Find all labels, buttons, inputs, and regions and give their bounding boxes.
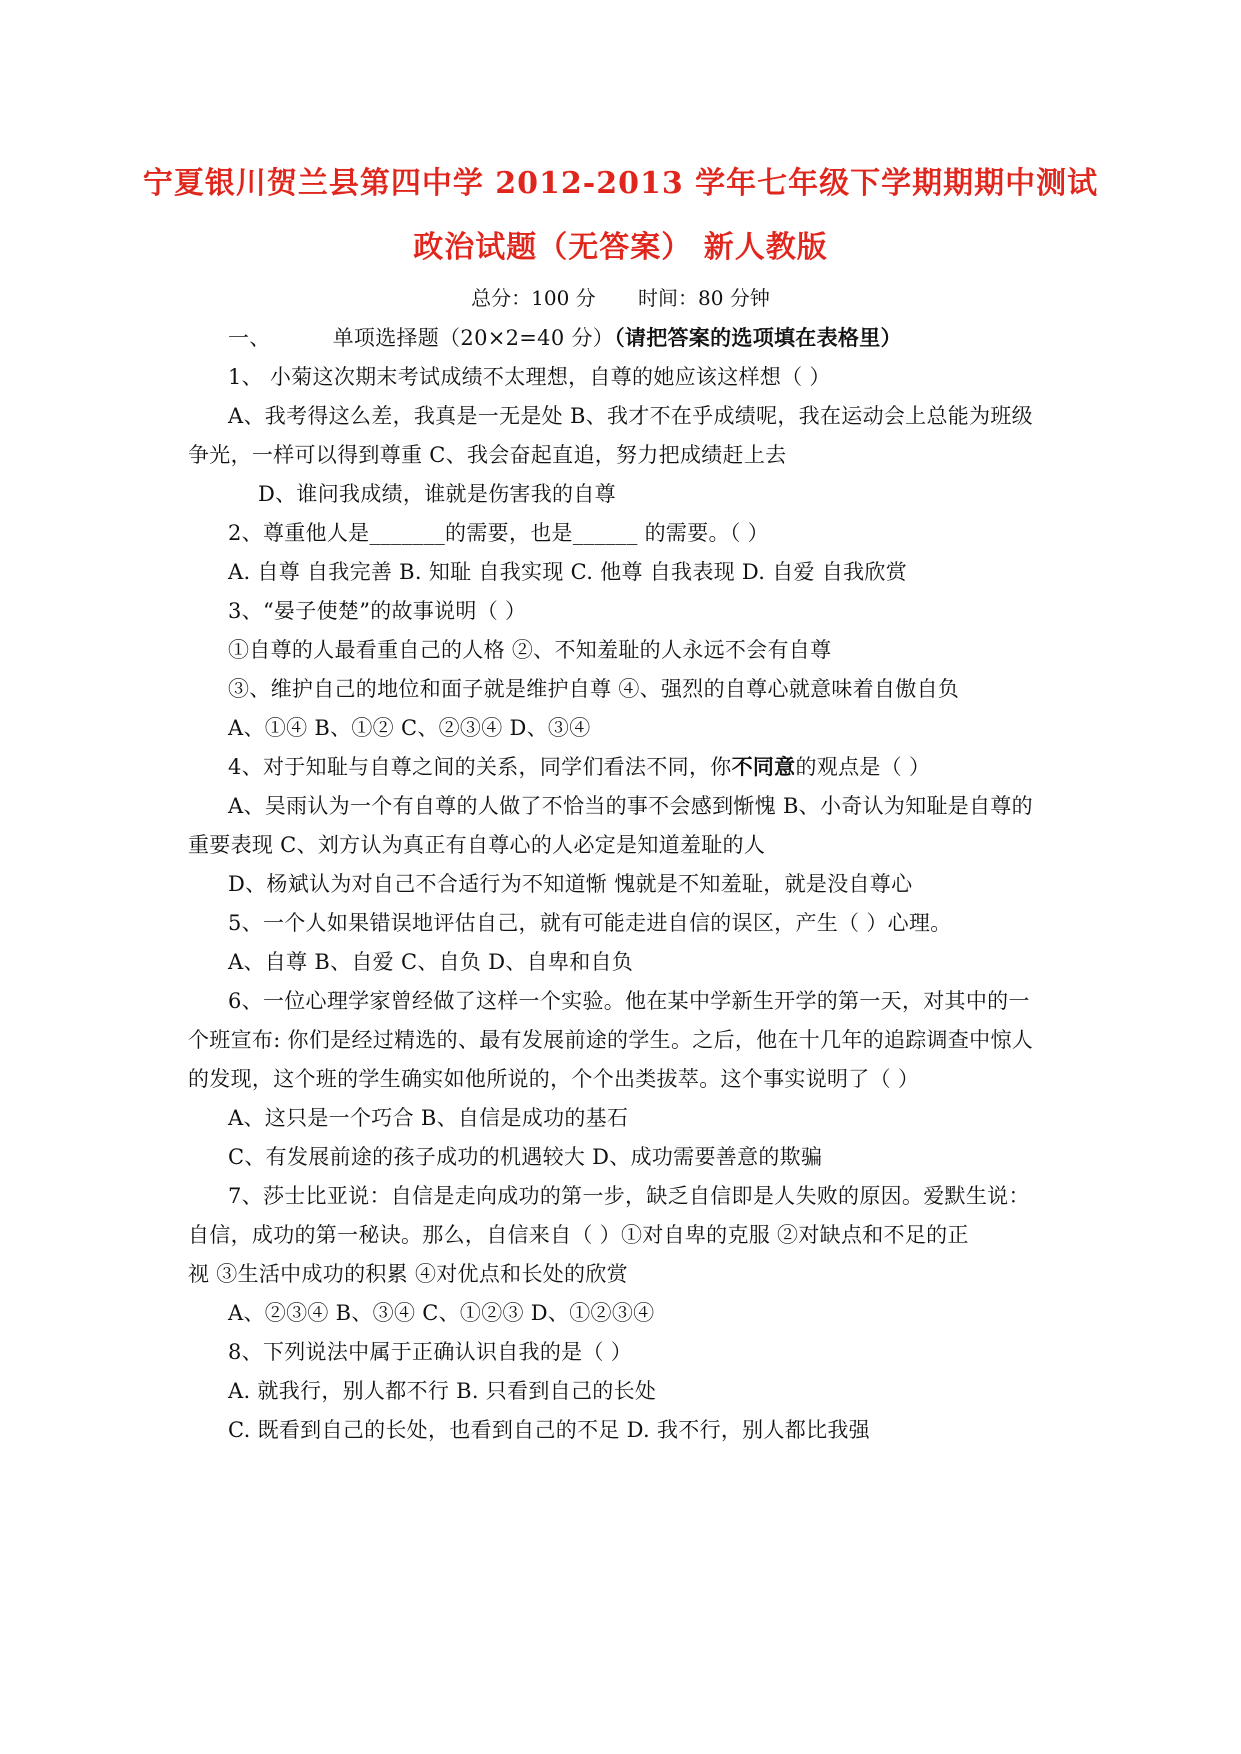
q1-options-line-3: D、谁问我成绩，谁就是伤害我的自尊	[258, 482, 616, 506]
q8-stem: 8、下列说法中属于正确认识自我的是（ ）	[228, 1340, 633, 1364]
q1-options-line-2: 争光，一样可以得到尊重 C、我会奋起直追，努力把成绩赶上去	[188, 443, 787, 467]
q6-options-line-2: C、有发展前途的孩子成功的机遇较大 D、成功需要善意的欺骗	[228, 1145, 823, 1169]
q3-statements-2: ③、维护自己的地位和面子就是维护自尊 ④、强烈的自尊心就意味着自傲自负	[228, 677, 960, 701]
q6-line-3: 的发现，这个班的学生确实如他所说的，个个出类拔萃。这个事实说明了（ ）	[188, 1067, 920, 1091]
q7-line-2: 自信，成功的第一秘诀。那么，自信来自（ ）①对自卑的克服 ②对缺点和不足的正	[188, 1223, 969, 1247]
section-instruction: （请把答案的选项填在表格里）	[614, 325, 902, 350]
q4-options-line-2: 重要表现 C、刘方认为真正有自尊心的人必定是知道羞耻的人	[188, 833, 766, 857]
q7-options: A、②③④ B、③④ C、①②③ D、①②③④	[228, 1301, 655, 1325]
total-score: 总分：100 分	[471, 286, 596, 310]
section-title: 单项选择题（20×2=40 分）	[332, 326, 615, 350]
q4-options-line-1: A、吴雨认为一个有自尊的人做了不恰当的事不会感到惭愧 B、小奇认为知耻是自尊的	[228, 794, 1033, 818]
q4-stem-pre: 4、对于知耻与自尊之间的关系，同学们看法不同，你	[228, 755, 732, 779]
q6-options-line-1: A、这只是一个巧合 B、自信是成功的基石	[228, 1106, 629, 1130]
title-line-1: 宁夏银川贺兰县第四中学 2012-2013 学年七年级下学期期期中测试	[142, 166, 1099, 201]
q4-stem-bold: 不同意	[731, 754, 796, 779]
q2-options: A. 自尊 自我完善 B. 知耻 自我实现 C. 他尊 自我表现 D. 自爱 自我欣赏	[228, 560, 908, 584]
q5-stem: 5、一个人如果错误地评估自己，就有可能走进自信的误区，产生（ ）心理。	[228, 911, 952, 935]
q8-options-line-1: A. 就我行，别人都不行 B. 只看到自己的长处	[228, 1379, 657, 1403]
title-line-2: 政治试题（无答案） 新人教版	[413, 230, 828, 265]
q4-stem	[228, 751, 930, 781]
q3-options: A、①④ B、①② C、②③④ D、③④	[228, 716, 591, 740]
exam-info	[0, 282, 1241, 311]
time-limit: 时间：80 分钟	[638, 286, 770, 310]
q5-options: A、自尊 B、自爱 C、自负 D、自卑和自负	[228, 950, 634, 974]
q3-statements-1: ①自尊的人最看重自己的人格 ②、不知羞耻的人永远不会有自尊	[228, 638, 832, 662]
q3-stem: 3、“晏子使楚”的故事说明（ ）	[228, 599, 527, 623]
q6-line-2: 个班宣布: 你们是经过精选的、最有发展前途的学生。之后，他在十几年的追踪调查中惊人	[188, 1028, 1034, 1052]
q1-stem: 1、 小菊这次期末考试成绩不太理想，自尊的她应该这样想（ ）	[228, 365, 831, 389]
q8-options-line-2: C. 既看到自己的长处，也看到自己的不足 D. 我不行，别人都比我强	[228, 1418, 870, 1442]
section-heading	[228, 322, 902, 352]
q1-options-line-1: A、我考得这么差，我真是一无是处 B、我才不在乎成绩呢，我在运动会上总能为班级	[228, 404, 1033, 428]
q6-line-1: 6、一位心理学家曾经做了这样一个实验。他在某中学新生开学的第一天，对其中的一	[228, 989, 1030, 1013]
q4-stem-post: 的观点是（ ）	[795, 755, 931, 779]
section-number: 一、	[228, 326, 271, 350]
q2-stem: 2、尊重他人是_______的需要，也是______ 的需要。（ ）	[228, 521, 769, 545]
q4-options-line-3: D、杨斌认为对自己不合适行为不知道惭 愧就是不知羞耻，就是没自尊心	[228, 872, 913, 896]
q7-line-3: 视 ③生活中成功的积累 ④对优点和长处的欣赏	[188, 1262, 628, 1286]
q7-line-1: 7、莎士比亚说：自信是走向成功的第一步，缺乏自信即是人失败的原因。爱默生说：	[228, 1184, 1030, 1208]
